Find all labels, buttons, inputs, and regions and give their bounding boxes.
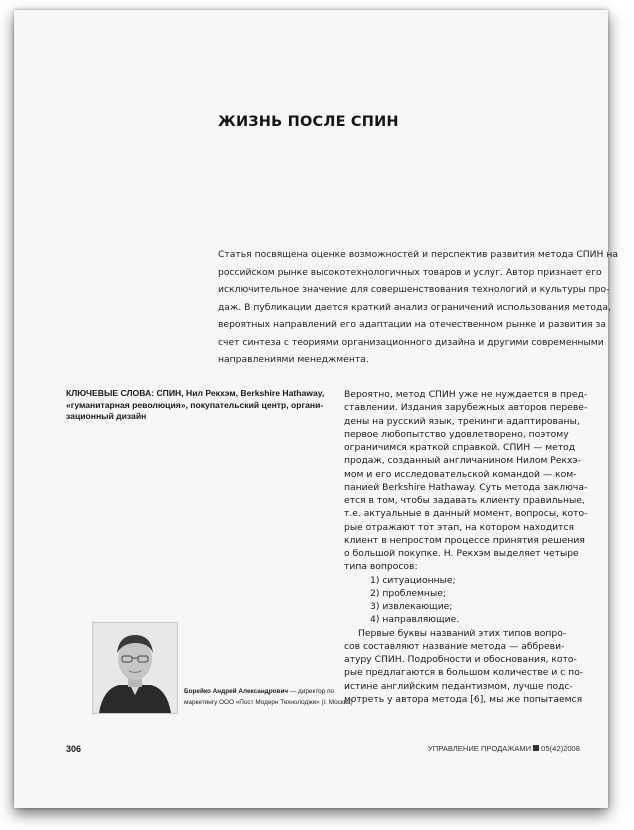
author-portrait-image [93, 623, 177, 713]
abstract-line: даж. В публикации дается краткий анализ ограничений использования метода, [218, 301, 611, 313]
author-company: маркетингу ООО «Пост Модерн Технолоджи» (г. Москва) [184, 699, 353, 706]
article-title: ЖИЗНЬ ПОСЛЕ СПИН [218, 114, 399, 130]
author-position: — директор по [288, 688, 335, 695]
question-type-item: 1) ситуационные; [370, 574, 456, 586]
abstract-line: Статья посвящена оценке возможностей и перспектив развития метода СПИН на [218, 249, 619, 260]
journal-issue: 05(42)2008 [541, 744, 580, 753]
abstract-line: российском рынке высокотехнологичных товаров и услуг. Автор признает его [218, 266, 602, 278]
question-type-item: 4) направляющие. [370, 614, 460, 626]
body-line: атуру СПИН. Подробности и обоснования, кото- [344, 654, 577, 665]
body-line: Первые буквы названий этих типов вопро- [358, 627, 567, 639]
question-type-item: 2) проблемные; [370, 587, 446, 599]
body-line: первое любопытство удовлетворено, поэтому [344, 428, 569, 440]
article-abstract [218, 246, 619, 369]
body-line: рые предлагаются в большом количестве и с по- [344, 667, 584, 679]
abstract-line: вероятных направлений его адаптации на отечественном рынке и развития за [218, 319, 607, 330]
author-bio [184, 686, 353, 708]
abstract-line: направлениями менеджмента. [218, 354, 369, 365]
journal-footer [428, 744, 580, 753]
abstract-line: счет синтеза с теориями организационного дизайна и другими современными [218, 336, 604, 348]
body-line: рые отражают тот этап, на котором находится [344, 521, 575, 533]
body-line: мом и его исследовательской командой — ком- [344, 468, 577, 480]
body-line: ставлении. Издания зарубежных авторов переве- [344, 402, 588, 414]
body-line: т.е. актуальные в данный момент, вопросы, кото- [344, 508, 588, 520]
body-line: дены на русский язык, тренинги адаптированы, [344, 415, 580, 427]
page-number: 306 [66, 744, 82, 754]
keywords-line: зационный дизайн [66, 411, 147, 421]
question-type-item: 3) извлекающие; [370, 601, 453, 612]
keywords-line: «гуманитарная революция», покупательский центр, органи- [66, 399, 324, 410]
body-line: ется в том, чтобы задавать клиенту правильные, [344, 495, 585, 506]
body-line: ограничимся краткой справкой. СПИН — метод [344, 442, 576, 453]
body-line: Вероятно, метод СПИН уже не нуждается в пред- [344, 389, 588, 400]
journal-page [14, 10, 619, 808]
body-line: истине английским педантизмом, лучше подс- [344, 680, 573, 692]
body-line: о большой покупке. Н. Рекхэм выделяет четыре [344, 548, 579, 559]
author-bio-line [184, 686, 344, 697]
abstract-line: исключительное значение для совершенствования технологий и культуры про- [218, 284, 610, 295]
author-photo [92, 622, 178, 714]
square-separator-icon [533, 745, 539, 751]
article-body [344, 388, 606, 706]
body-line: клиент в непростом процессе принятия решения [344, 534, 585, 546]
body-line: продаж, созданный англичанином Нилом Рекхэ- [344, 455, 581, 467]
body-line: мотреть у автора метода [6], мы же попытаемся [344, 693, 583, 705]
body-line: панией Berkshire Hathaway. Суть метода заключа- [344, 481, 588, 493]
keywords-block [66, 388, 336, 423]
body-line: типа вопросов: [344, 561, 418, 573]
keywords-line: КЛЮЧЕВЫЕ СЛОВА: СПИН, Нил Рекхэм, Berkshire Hathaway, [66, 388, 325, 398]
body-line: сов составляют название метода — аббреви- [344, 640, 565, 652]
journal-name: УПРАВЛЕНИЕ ПРОДАЖАМИ [427, 744, 532, 753]
author-name: Борейко Андрей Александрович [184, 688, 289, 695]
